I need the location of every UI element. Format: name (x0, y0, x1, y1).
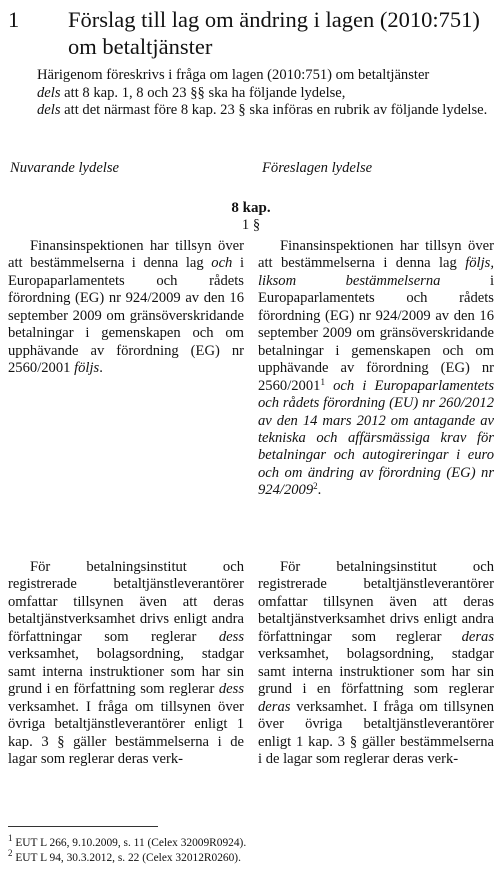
chapter-heading: 8 kap. (231, 200, 271, 216)
footnote-divider (8, 826, 158, 827)
current-paragraph-1: Finansinspektionen har tillsyn över att bestämmelserna i denna lag och i Europaparlamentets och rådets förordning (EG) nr 924/2009 av den 16 september 2009 om gränsöverskridande betalningar i gemenskapen och om upphävande av förordning (EG) nr 2560/2001 följs. (8, 238, 245, 377)
proposed-paragraph-1: Finansinspektionen har tillsyn över att bestämmelserna i denna lag följs, liksom bestämmelserna i Europaparlamentets och rådets förordning (EG) nr 924/2009 av den 16 september 2009 om gränsöverskridande betalningar i gemenskapen och om upphävande av förordning (EG) nr 2560/2001$^1$ och i Europaparlamentets och rådets förordning (EU) nr 260/2012 av den 14 mars 2012 om antagande av tekniska och affärsmässiga krav för betalningar och autogireringar i euro och om ändring av förordning (EG) nr 924/2009$^2$. (258, 238, 494, 499)
current-wording-header: Nuvarande lydelse (10, 160, 120, 176)
intro-dels-1: dels att 8 kap. 1, 8 och 23 §§ ska ha följande lydelse, (37, 84, 346, 101)
footnote-1: $^1$ EUT L 266, 9.10.2009, s. 11 (Celex 32009R0924). (8, 833, 247, 849)
intro-line: Härigenom föreskrivs i fråga om lagen (2010:751) om betaltjänster (37, 67, 430, 83)
footnote-ref-1: 1 (320, 376, 325, 387)
section-number: 1 (8, 7, 20, 32)
footnotes (8, 833, 247, 865)
intro-dels-2: dels att det närmast före 8 kap. 23 § ska införas en rubrik av följande lydelse. (37, 102, 488, 119)
proposed-wording-header: Föreslagen lydelse (262, 160, 373, 176)
section-mark: 1 § (241, 217, 261, 233)
current-paragraph-2: För betalningsinstitut och registrerade betaltjänstleverantörer omfattar tillsynen även att deras betaltjänstverksamhet drivs enligt andra författningar som reglerar dess verksamhet, bolagsordning, stadgar samt interna instruktioner som har sin grund i en författning som reglerar dess verksamhet. I fråga om tillsynen över övriga betaltjänstleverantörer enligt 1 kap. 3 § gäller bestämmelserna i de lagar som reglerar deras verk- (8, 559, 244, 767)
footnote-2: $^2$ EUT L 94, 30.3.2012, s. 22 (Celex 32012R0260). (8, 847, 241, 864)
page-title: Förslag till lag om ändring i lagen (2010:751) om betaltjänster (68, 7, 480, 59)
proposed-paragraph-2: För betalningsinstitut och registrerade betaltjänstleverantörer omfattar tillsynen även att deras betaltjänstverksamhet drivs enligt andra författningar som reglerar deras verksamhet, bolagsordning, stadgar samt interna instruktioner som har sin grund i en författning som reglerar deras verksamhet. I fråga om tillsynen över övriga betaltjänstleverantörer enligt 1 kap. 3 § gäller bestämmelserna i de lagar som reglerar deras verk- (258, 559, 494, 767)
footnote-ref-2: 2 (313, 481, 318, 492)
intro-text (37, 67, 497, 120)
